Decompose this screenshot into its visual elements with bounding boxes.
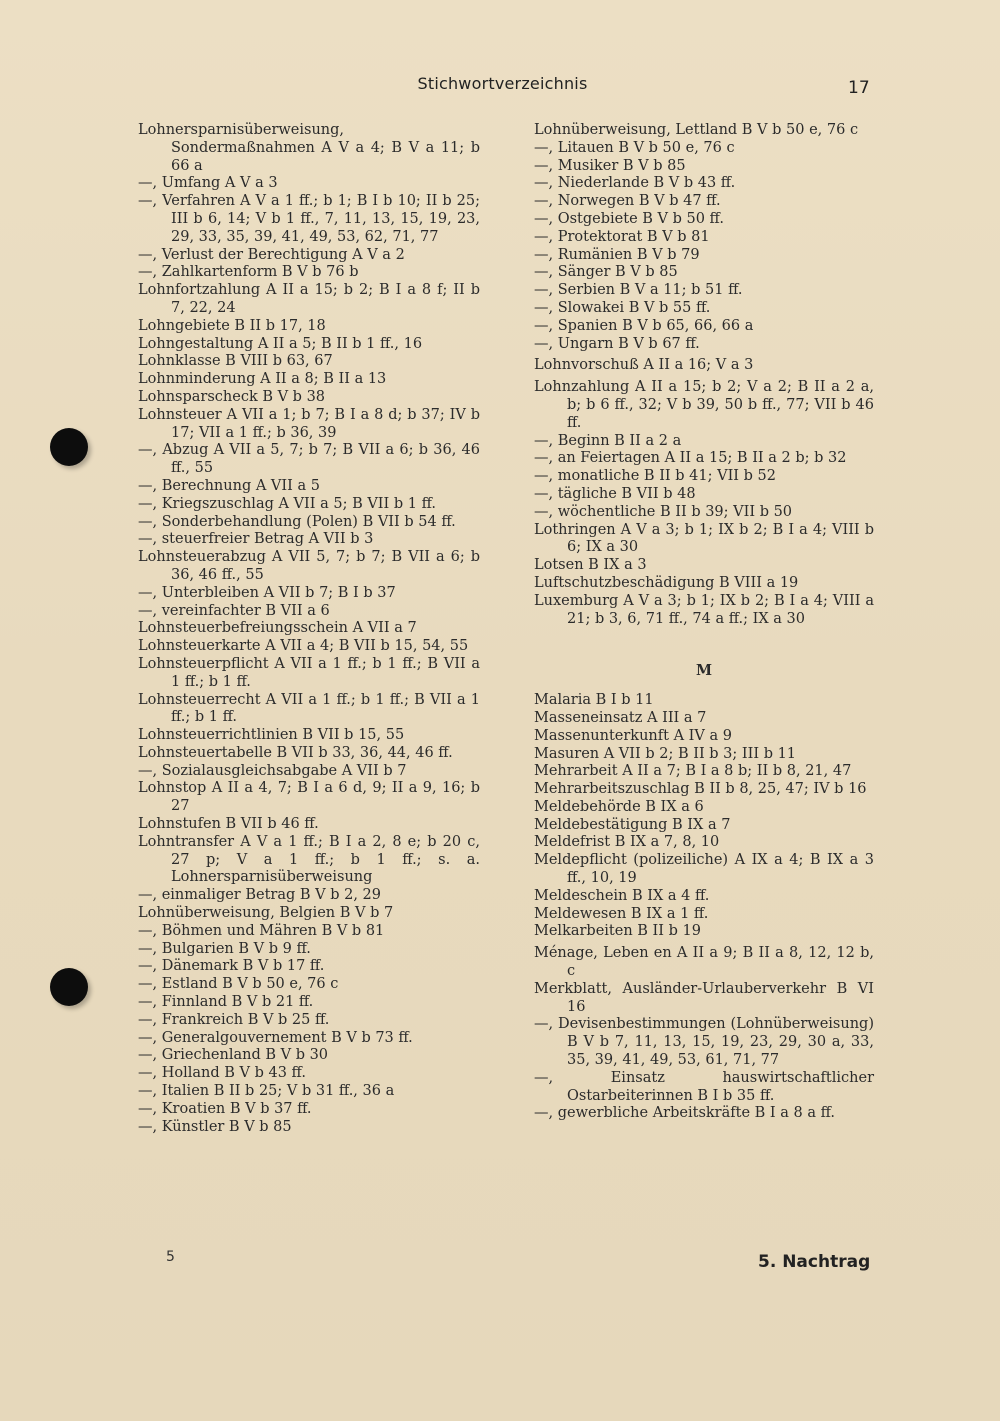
index-column-right: [534, 122, 874, 1123]
index-entry: Lohnsteuerrichtlinien B VII b 15, 55: [138, 727, 405, 744]
index-entry: —, vereinfachter B VII a 6: [138, 602, 330, 619]
section-letter: M: [695, 662, 713, 680]
index-entry: Lohnsteuerabzug A VII 5, 7; b 7; B VII a 6; b 36, 46 ff., 55: [138, 549, 480, 583]
index-entry: Lohnsteuerbefreiungsschein A VII a 7: [138, 620, 417, 637]
index-entry: —, Slowakei B V b 55 ff.: [534, 299, 711, 316]
index-entry: —, Unterbleiben A VII b 7; B I b 37: [138, 584, 396, 601]
index-entry: —, Dänemark B V b 17 ff.: [138, 958, 325, 975]
index-entry: —, Frankreich B V b 25 ff.: [138, 1011, 330, 1028]
index-entry: —, Rumänien B V b 79: [534, 246, 700, 263]
index-entry: Massenunterkunft A IV a 9: [534, 727, 732, 744]
index-entry: —, Litauen B V b 50 e, 76 c: [534, 139, 735, 156]
index-entry: Lohnminderung A II a 8; B II a 13: [138, 371, 387, 388]
index-entry: Lohnstufen B VII b 46 ff.: [138, 816, 319, 833]
index-entry: —, Griechenland B V b 30: [138, 1047, 329, 1064]
index-entry: Lohnsteuerpflicht A VII a 1 ff.; b 1 ff.; B VII a 1 ff.; b 1 ff.: [138, 655, 480, 690]
index-entry: Lohngebiete B II b 17, 18: [138, 317, 326, 334]
index-entry: —, einmaliger Betrag B V b 2, 29: [138, 887, 382, 904]
index-entry: —, Musiker B V b 85: [534, 157, 686, 174]
index-entry: Lohnsteuer A VII a 1; b 7; B I a 8 d; b 37; IV b 17; VII a 1 ff.; b 36, 39: [138, 406, 480, 441]
index-entry: Luxemburg A V a 3; b 1; IX b 2; B I a 4; VIII a 21; b 3, 6, 71 ff., 74 a ff.; IX a 30: [534, 592, 874, 627]
sheet-number: 5: [166, 1249, 175, 1265]
index-entry: Lohnüberweisung, Lettland B V b 50 e, 76 c: [534, 122, 859, 138]
index-entry: Masseneinsatz A III a 7: [534, 709, 707, 726]
index-entry: Lohnsteuerkarte A VII a 4; B VII b 15, 54, 55: [138, 638, 469, 655]
index-entry: Lohnzahlung A II a 15; b 2; V a 2; B II a 2 a, b; b 6 ff., 32; V b 39, 50 b ff., 77; VII b 46 ff.: [534, 379, 874, 431]
index-entry: Melkarbeiten B II b 19: [534, 923, 701, 940]
index-entry: —, Kroatien B V b 37 ff.: [138, 1100, 312, 1117]
index-entry: Lohnfortzahlung A II a 15; b 2; B I a 8 f; II b 7, 22, 24: [138, 282, 480, 316]
index-entry: —, Einsatz hauswirtschaftlicher Ostarbeiterinnen B I b 35 ff.: [534, 1069, 874, 1104]
index-entry: Mehrarbeit A II a 7; B I a 8 b; II b 8, 21, 47: [534, 763, 852, 780]
index-entry: —, Norwegen B V b 47 ff.: [534, 193, 721, 210]
index-entry: —, Umfang A V a 3: [138, 175, 278, 192]
index-entry: —, Serbien B V a 11; b 51 ff.: [534, 282, 743, 299]
index-entry: Luftschutzbeschädigung B VIII a 19: [534, 574, 799, 591]
index-entry: —, Kriegszuschlag A VII a 5; B VII b 1 ff.: [138, 495, 436, 512]
index-entry: —, steuerfreier Betrag A VII b 3: [138, 531, 374, 548]
index-entry: Lohnsteuerrecht A VII a 1 ff.; b 1 ff.; B VII a 1 ff.; b 1 ff.: [138, 691, 480, 726]
index-entry: Meldebehörde B IX a 6: [534, 798, 704, 815]
index-entry: —, Finnland B V b 21 ff.: [138, 994, 314, 1011]
index-entry: Lohnsteuertabelle B VII b 33, 36, 44, 46 ff.: [138, 744, 453, 761]
index-entry: —, Sozialausgleichsabgabe A VII b 7: [138, 762, 407, 779]
index-entry: —, Künstler B V b 85: [138, 1118, 292, 1135]
index-entry: Ménage, Leben en A II a 9; B II a 8, 12, 12 b, c: [534, 945, 874, 980]
index-entry: —, Zahlkartenform B V b 76 b: [138, 264, 359, 281]
index-entry: Lotsen B IX a 3: [534, 557, 647, 574]
index-entry: —, Holland B V b 43 ff.: [138, 1065, 306, 1082]
index-entry: —, Bulgarien B V b 9 ff.: [138, 940, 311, 957]
index-entry: Lohnersparnisüberweisung, Sondermaßnahmen A V a 4; B V a 11; b 66 a: [138, 122, 480, 174]
supplement-label: 5. Nachtrag: [758, 1252, 871, 1272]
index-entry: Lohnklasse B VIII b 63, 67: [138, 353, 333, 370]
index-entry: —, Estland B V b 50 e, 76 c: [138, 976, 339, 993]
index-entry: —, Beginn B II a 2 a: [534, 432, 682, 449]
index-entry: Meldebestätigung B IX a 7: [534, 816, 731, 833]
index-entry: Meldepflicht (polizeiliche) A IX a 4; B IX a 3 ff., 10, 19: [534, 852, 874, 887]
index-column-left: [138, 122, 480, 1136]
index-entry: —, tägliche B VII b 48: [534, 485, 696, 502]
index-entry: Merkblatt, Ausländer-Urlauberverkehr B VI 16: [534, 980, 874, 1015]
index-entry: —, monatliche B II b 41; VII b 52: [534, 468, 776, 485]
index-entry: —, Spanien B V b 65, 66, 66 a: [534, 317, 754, 334]
punch-hole-top: [50, 428, 88, 466]
page-title: Stichwortverzeichnis: [417, 74, 588, 93]
index-entry: —, an Feiertagen A II a 15; B II a 2 b; b 32: [534, 450, 847, 467]
punch-hole-bottom: [50, 968, 88, 1006]
index-entry: —, Sonderbehandlung (Polen) B VII b 54 ff.: [138, 513, 456, 530]
index-entry: —, Verfahren A V a 1 ff.; b 1; B I b 10; II b 25; III b 6, 14; V b 1 ff., 7, 11, 13, 15, 19, 23, 29, 33, 35, 39, 41, 49, 53, 62, 71, 77: [138, 193, 480, 245]
index-entry: Lohntransfer A V a 1 ff.; B I a 2, 8 e; b 20 c, 27 p; V a 1 ff.; b 1 ff.; s. a. Lohnersparnisüberweisung: [138, 833, 480, 886]
index-entry: —, Sänger B V b 85: [534, 264, 678, 281]
index-entry: —, Abzug A VII a 5, 7; b 7; B VII a 6; b 36, 46 ff., 55: [138, 442, 480, 477]
index-column-right-bottom: [534, 692, 874, 1123]
index-entry: —, Ungarn B V b 67 ff.: [534, 335, 700, 352]
index-entry: —, Ostgebiete B V b 50 ff.: [534, 210, 724, 227]
index-entry: —, wöchentliche B II b 39; VII b 50: [534, 503, 793, 520]
page-number: 17: [848, 78, 870, 98]
index-entry: Lohngestaltung A II a 5; B II b 1 ff., 16: [138, 335, 423, 352]
index-entry: —, gewerbliche Arbeitskräfte B I a 8 a ff.: [534, 1105, 835, 1122]
index-entry: —, Devisenbestimmungen (Lohnüberweisung) B V b 7, 11, 13, 15, 19, 23, 29, 30 a, 33, 35, 39, 41, 49, 53, 61, 71, 77: [534, 1016, 874, 1069]
index-entry: Lohnvorschuß A II a 16; V a 3: [534, 357, 754, 374]
index-entry: —, Italien B II b 25; V b 31 ff., 36 a: [138, 1083, 395, 1100]
index-entry: Meldeschein B IX a 4 ff.: [534, 887, 710, 904]
index-entry: —, Niederlande B V b 43 ff.: [534, 175, 736, 192]
index-entry: Mehrarbeitszuschlag B II b 8, 25, 47; IV b 16: [534, 781, 867, 798]
index-entry: Masuren A VII b 2; B II b 3; III b 11: [534, 745, 797, 762]
index-entry: Lothringen A V a 3; b 1; IX b 2; B I a 4; VIII b 6; IX a 30: [534, 521, 874, 556]
index-column-right-top: [534, 122, 874, 628]
index-entry: Meldewesen B IX a 1 ff.: [534, 905, 709, 922]
index-entry: —, Böhmen und Mähren B V b 81: [138, 922, 385, 939]
index-entry: Lohnsparscheck B V b 38: [138, 388, 326, 405]
index-entry: —, Protektorat B V b 81: [534, 228, 710, 245]
index-entry: Lohnstop A II a 4, 7; B I a 6 d, 9; II a 9, 16; b 27: [138, 780, 480, 815]
index-entry: Meldefrist B IX a 7, 8, 10: [534, 834, 720, 851]
index-entry: Malaria B I b 11: [534, 692, 654, 709]
index-entry: —, Generalgouvernement B V b 73 ff.: [138, 1029, 413, 1046]
index-entry: —, Berechnung A VII a 5: [138, 477, 320, 494]
index-entry: Lohnüberweisung, Belgien B V b 7: [138, 905, 394, 922]
index-entry: —, Verlust der Berechtigung A V a 2: [138, 246, 405, 263]
